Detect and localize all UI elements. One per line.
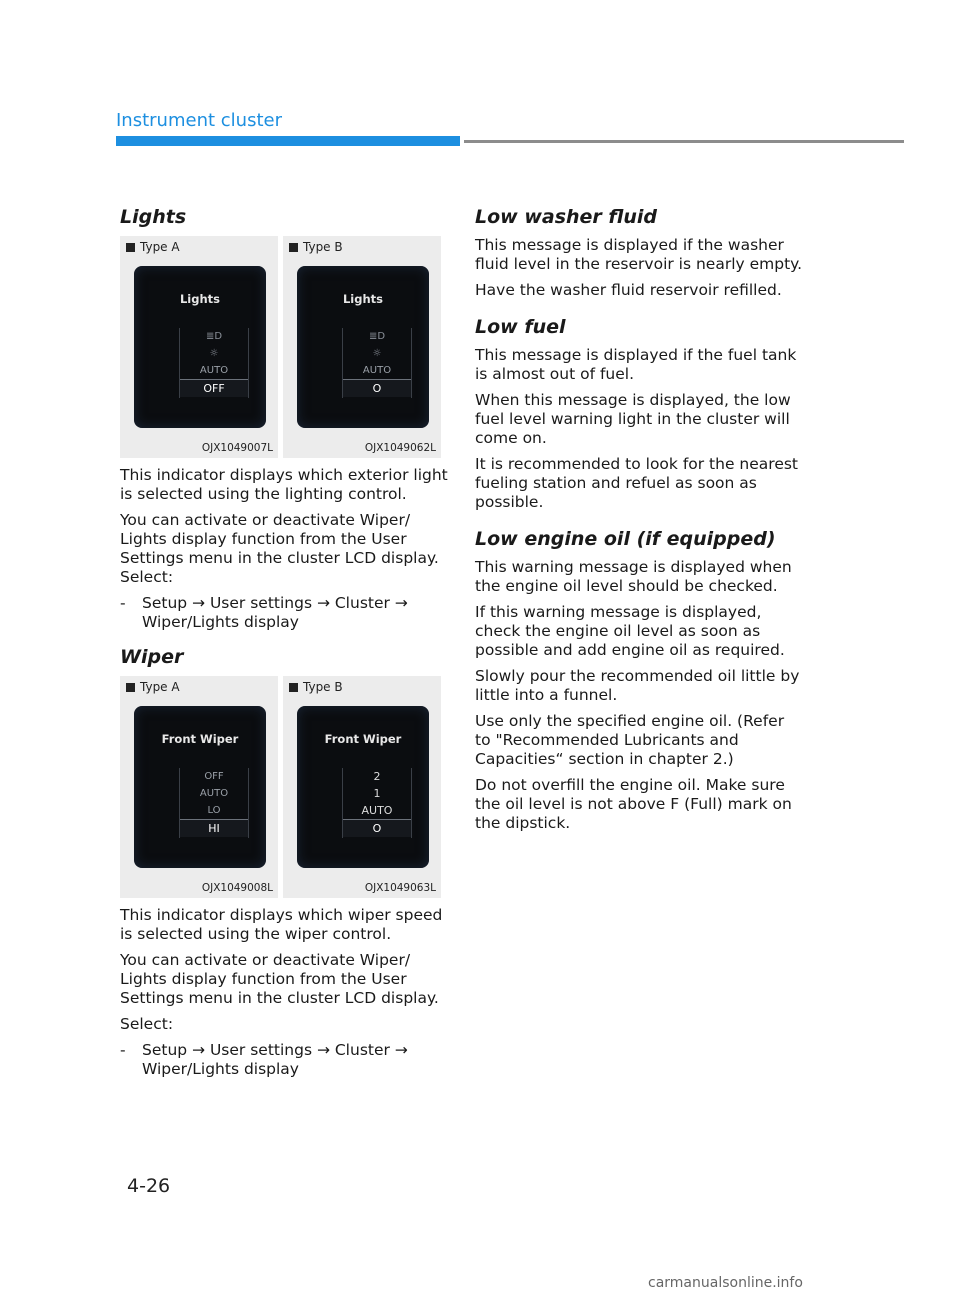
square-bullet-icon [289,683,298,692]
list-item-text: Setup → User settings → Cluster → Wiper/Lights display [142,594,408,631]
figure-code: OJX1049008L [201,882,273,894]
lights-paragraph-2: You can activate or deactivate Wiper/ Lights display function from the User Settings menu in the cluster LCD display. Select: [120,511,439,586]
square-bullet-icon [126,683,135,692]
menu-item: AUTO [199,788,229,799]
screen-menu [342,328,412,398]
cluster-screen [134,266,266,428]
left-column [120,206,448,1087]
lights-paragraph-1: This indicator displays which exterior light is selected using the lighting control. [120,466,448,503]
lights-figure-type-b [283,236,441,458]
screen-title: Front Wiper [324,732,402,746]
oil-heading: Low engine oil (if equipped) [475,528,776,550]
figure-tag: Type A [126,240,180,254]
lights-heading: Lights [120,206,187,228]
menu-item: LO [207,805,221,816]
header-rule-blue [116,136,460,146]
washer-paragraph-1: This message is displayed if the washer fluid level in the reservoir is nearly empty. [475,236,803,273]
screen-title: Front Wiper [161,732,239,746]
wiper-paragraph-3: Select: [120,1015,174,1033]
menu-item-selected: O [343,379,411,397]
lights-figures [120,236,448,458]
header-title: Instrument cluster [116,110,282,131]
header-rule-gray [464,140,904,143]
headlamp-icon: ≣D [368,331,386,342]
figure-tag: Type B [289,240,343,254]
screen-menu [179,328,249,398]
square-bullet-icon [126,243,135,252]
position-lamp-icon: ☼ [209,348,219,359]
oil-paragraph-2: If this warning message is displayed, check the engine oil level as soon as possible and add engine oil as required. [475,603,785,659]
figure-code: OJX1049007L [201,442,273,454]
wiper-list-item [120,1041,448,1079]
figure-code: OJX1049063L [364,882,436,894]
wiper-figures [120,676,448,898]
menu-item-selected: OFF [180,379,248,397]
figure-tag: Type B [289,680,343,694]
lights-list-item [120,594,448,632]
list-dash: - [120,1041,126,1059]
square-bullet-icon [289,243,298,252]
oil-paragraph-4: Use only the specified engine oil. (Refer to "Recommended Lubricants and Capacities“ section in chapter 2.) [475,712,785,768]
menu-item: 2 [373,770,381,783]
headlamp-icon: ≣D [205,331,223,342]
fuel-paragraph-3: It is recommended to look for the nearest fueling station and refuel as soon as possible. [475,455,799,511]
menu-item: AUTO [199,365,229,376]
menu-item: 1 [373,787,381,800]
page-number: 4-26 [127,1175,171,1197]
washer-paragraph-2: Have the washer fluid reservoir refilled. [475,281,782,299]
menu-item: AUTO [361,804,393,817]
cluster-screen [297,266,429,428]
wiper-paragraph-2: You can activate or deactivate Wiper/ Lights display function from the User Settings menu in the cluster LCD display. [120,951,439,1007]
list-item-text: Setup → User settings → Cluster → Wiper/Lights display [142,1041,408,1078]
oil-paragraph-5: Do not overfill the engine oil. Make sure the oil level is not above F (Full) mark on the dipstick. [475,776,792,832]
right-column [475,206,803,840]
menu-item: AUTO [362,365,392,376]
fuel-heading: Low fuel [475,316,566,338]
wiper-heading: Wiper [120,646,184,668]
figure-code: OJX1049062L [364,442,436,454]
screen-menu [342,768,412,838]
figure-tag: Type A [126,680,180,694]
lights-figure-type-a [120,236,278,458]
washer-heading: Low washer fluid [475,206,658,228]
screen-title: Lights [342,292,384,306]
oil-paragraph-3: Slowly pour the recommended oil little by little into a funnel. [475,667,800,704]
wiper-figure-type-a [120,676,278,898]
list-dash: - [120,594,126,612]
cluster-screen [297,706,429,868]
menu-item-selected: HI [180,819,248,837]
fuel-paragraph-1: This message is displayed if the fuel tank is almost out of fuel. [475,346,797,383]
wiper-paragraph-1: This indicator displays which wiper speed is selected using the wiper control. [120,906,443,943]
menu-item-selected: O [343,819,411,837]
position-lamp-icon: ☼ [372,348,382,359]
wiper-figure-type-b [283,676,441,898]
screen-title: Lights [179,292,221,306]
fuel-paragraph-2: When this message is displayed, the low fuel level warning light in the cluster will come on. [475,391,791,447]
oil-paragraph-1: This warning message is displayed when the engine oil level should be checked. [475,558,792,595]
footer-watermark: carmanualsonline.info [648,1275,803,1291]
cluster-screen [134,706,266,868]
menu-item: OFF [204,771,224,782]
screen-menu [179,768,249,838]
